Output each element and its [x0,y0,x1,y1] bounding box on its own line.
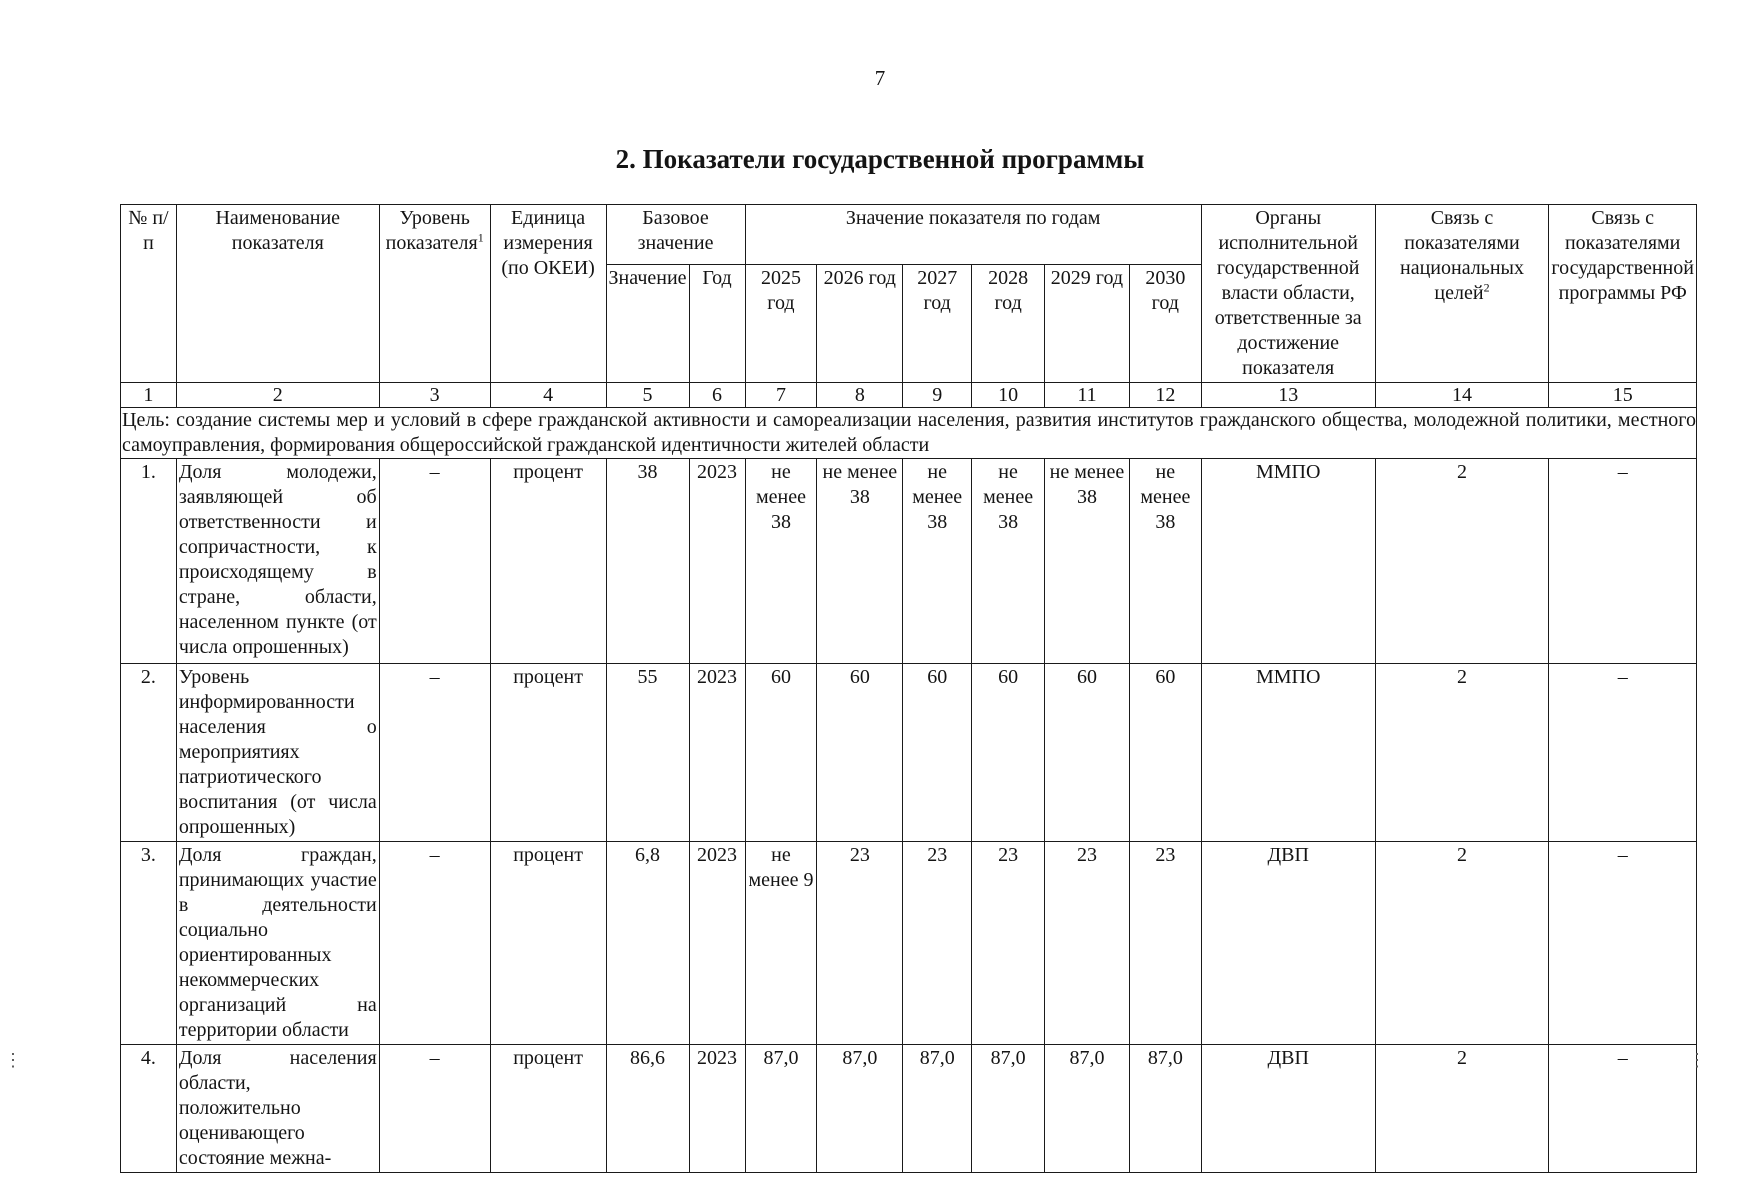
value-2030: 87,0 [1129,1045,1201,1173]
indicator-name: Доля граждан, принимающих участие в деятельности социально ориентированных некоммерческих организаций на территории области [176,842,379,1045]
responsible-authority: ММПО [1201,459,1375,664]
column-number: 13 [1201,383,1375,408]
value-2028: 60 [972,664,1045,842]
column-numbers-row [121,383,1697,408]
header-year-2026: 2026 год [817,265,903,383]
column-number: 3 [379,383,490,408]
header-rf-program: Связь с показателями государственной программы РФ [1549,205,1697,383]
header-year-2030: 2030 год [1129,265,1201,383]
base-year: 2023 [689,664,745,842]
page-number: 7 [874,66,886,90]
column-number: 2 [176,383,379,408]
value-2026: 87,0 [817,1045,903,1173]
value-2029: 23 [1045,842,1130,1045]
column-number: 1 [121,383,177,408]
value-2029: 60 [1045,664,1130,842]
header-unit: Единица измерения (по ОКЕИ) [490,205,606,383]
indicator-name: Доля населения области, положительно оценивающего состояние межна- [176,1045,379,1173]
base-value: 38 [606,459,689,664]
rf-program-link: – [1549,842,1697,1045]
goal-row [121,408,1697,459]
scan-margin-mark: ⋮ [1688,1050,1706,1070]
national-goals-link: 2 [1375,459,1549,664]
footnote-1: 1 [477,230,484,245]
national-goals-link: 2 [1375,664,1549,842]
national-goals-link: 2 [1375,842,1549,1045]
scan-margin-mark: ⋮ [4,1050,22,1070]
value-2026: 60 [817,664,903,842]
base-year: 2023 [689,842,745,1045]
column-number: 14 [1375,383,1549,408]
header-base: Базовое значение [606,205,745,265]
header-base-year: Год [689,265,745,383]
rf-program-link: – [1549,1045,1697,1173]
value-2025: не менее 38 [745,459,817,664]
column-number: 15 [1549,383,1697,408]
responsible-authority: ДВП [1201,1045,1375,1173]
column-number: 5 [606,383,689,408]
base-value: 55 [606,664,689,842]
indicator-unit: процент [490,459,606,664]
column-number: 6 [689,383,745,408]
row-num: 1. [121,459,177,664]
table-row [121,459,1697,664]
rf-program-link: – [1549,459,1697,664]
base-value: 86,6 [606,1045,689,1173]
table-row [121,1045,1697,1173]
indicator-unit: процент [490,664,606,842]
header-name: Наименование показателя [176,205,379,383]
header-year-2025: 2025 год [745,265,817,383]
value-2028: 87,0 [972,1045,1045,1173]
responsible-authority: ДВП [1201,842,1375,1045]
value-2029: 87,0 [1045,1045,1130,1173]
row-num: 2. [121,664,177,842]
value-2030: не менее 38 [1129,459,1201,664]
column-number: 7 [745,383,817,408]
table-body [121,408,1697,1173]
header-level: Уровень показателя$^1$ [379,205,490,383]
row-num: 3. [121,842,177,1045]
indicators-table [120,204,1697,1173]
header-years-group: Значение показателя по годам [745,205,1201,265]
value-2026: не менее 38 [817,459,903,664]
value-2028: 23 [972,842,1045,1045]
table-header [121,205,1697,408]
header-num: № п/п [121,205,177,383]
value-2025: 87,0 [745,1045,817,1173]
row-num: 4. [121,1045,177,1173]
column-number: 4 [490,383,606,408]
value-2027: 23 [903,842,972,1045]
header-national-goals: Связь с показателями национальных целей$^2$ [1375,205,1549,383]
indicator-level: – [379,459,490,664]
responsible-authority: ММПО [1201,664,1375,842]
header-authority: Органы исполнительной государственной власти области, ответственные за достижение показателя [1201,205,1375,383]
column-number: 8 [817,383,903,408]
goal-text: Цель: создание системы мер и условий в сфере гражданской активности и самореализации населения, развития институтов гражданского общества, молодежной политики, местного самоуправления, формирования общероссийской гражданской идентичности жителей области [121,408,1697,459]
column-number: 12 [1129,383,1201,408]
value-2028: не менее 38 [972,459,1045,664]
indicator-level: – [379,1045,490,1173]
rf-program-link: – [1549,664,1697,842]
value-2027: не менее 38 [903,459,972,664]
indicator-level: – [379,664,490,842]
national-goals-link: 2 [1375,1045,1549,1173]
value-2027: 60 [903,664,972,842]
value-2025: 60 [745,664,817,842]
value-2030: 60 [1129,664,1201,842]
header-year-2029: 2029 год [1045,265,1130,383]
column-number: 11 [1045,383,1130,408]
header-year-2028: 2028 год [972,265,1045,383]
header-base-value: Значение [606,265,689,383]
base-year: 2023 [689,459,745,664]
column-number: 10 [972,383,1045,408]
table-row [121,664,1697,842]
value-2026: 23 [817,842,903,1045]
indicator-unit: процент [490,842,606,1045]
header-year-2027: 2027 год [903,265,972,383]
footnote-2: 2 [1483,280,1490,295]
base-value: 6,8 [606,842,689,1045]
column-number: 9 [903,383,972,408]
indicator-unit: процент [490,1045,606,1173]
value-2029: не менее 38 [1045,459,1130,664]
indicator-name: Уровень информированности населения о мероприятиях патриотического воспитания (от числа опрошенных) [176,664,379,842]
base-year: 2023 [689,1045,745,1173]
table-row [121,842,1697,1045]
indicator-name: Доля молодежи, заявляющей об ответственности и сопричастности, к происходящему в стране, области, населенном пункте (от числа опрошенных) [176,459,379,664]
document-heading: 2. Показатели государственной программы [615,144,1145,174]
indicator-level: – [379,842,490,1045]
value-2025: не менее 9 [745,842,817,1045]
value-2030: 23 [1129,842,1201,1045]
value-2027: 87,0 [903,1045,972,1173]
